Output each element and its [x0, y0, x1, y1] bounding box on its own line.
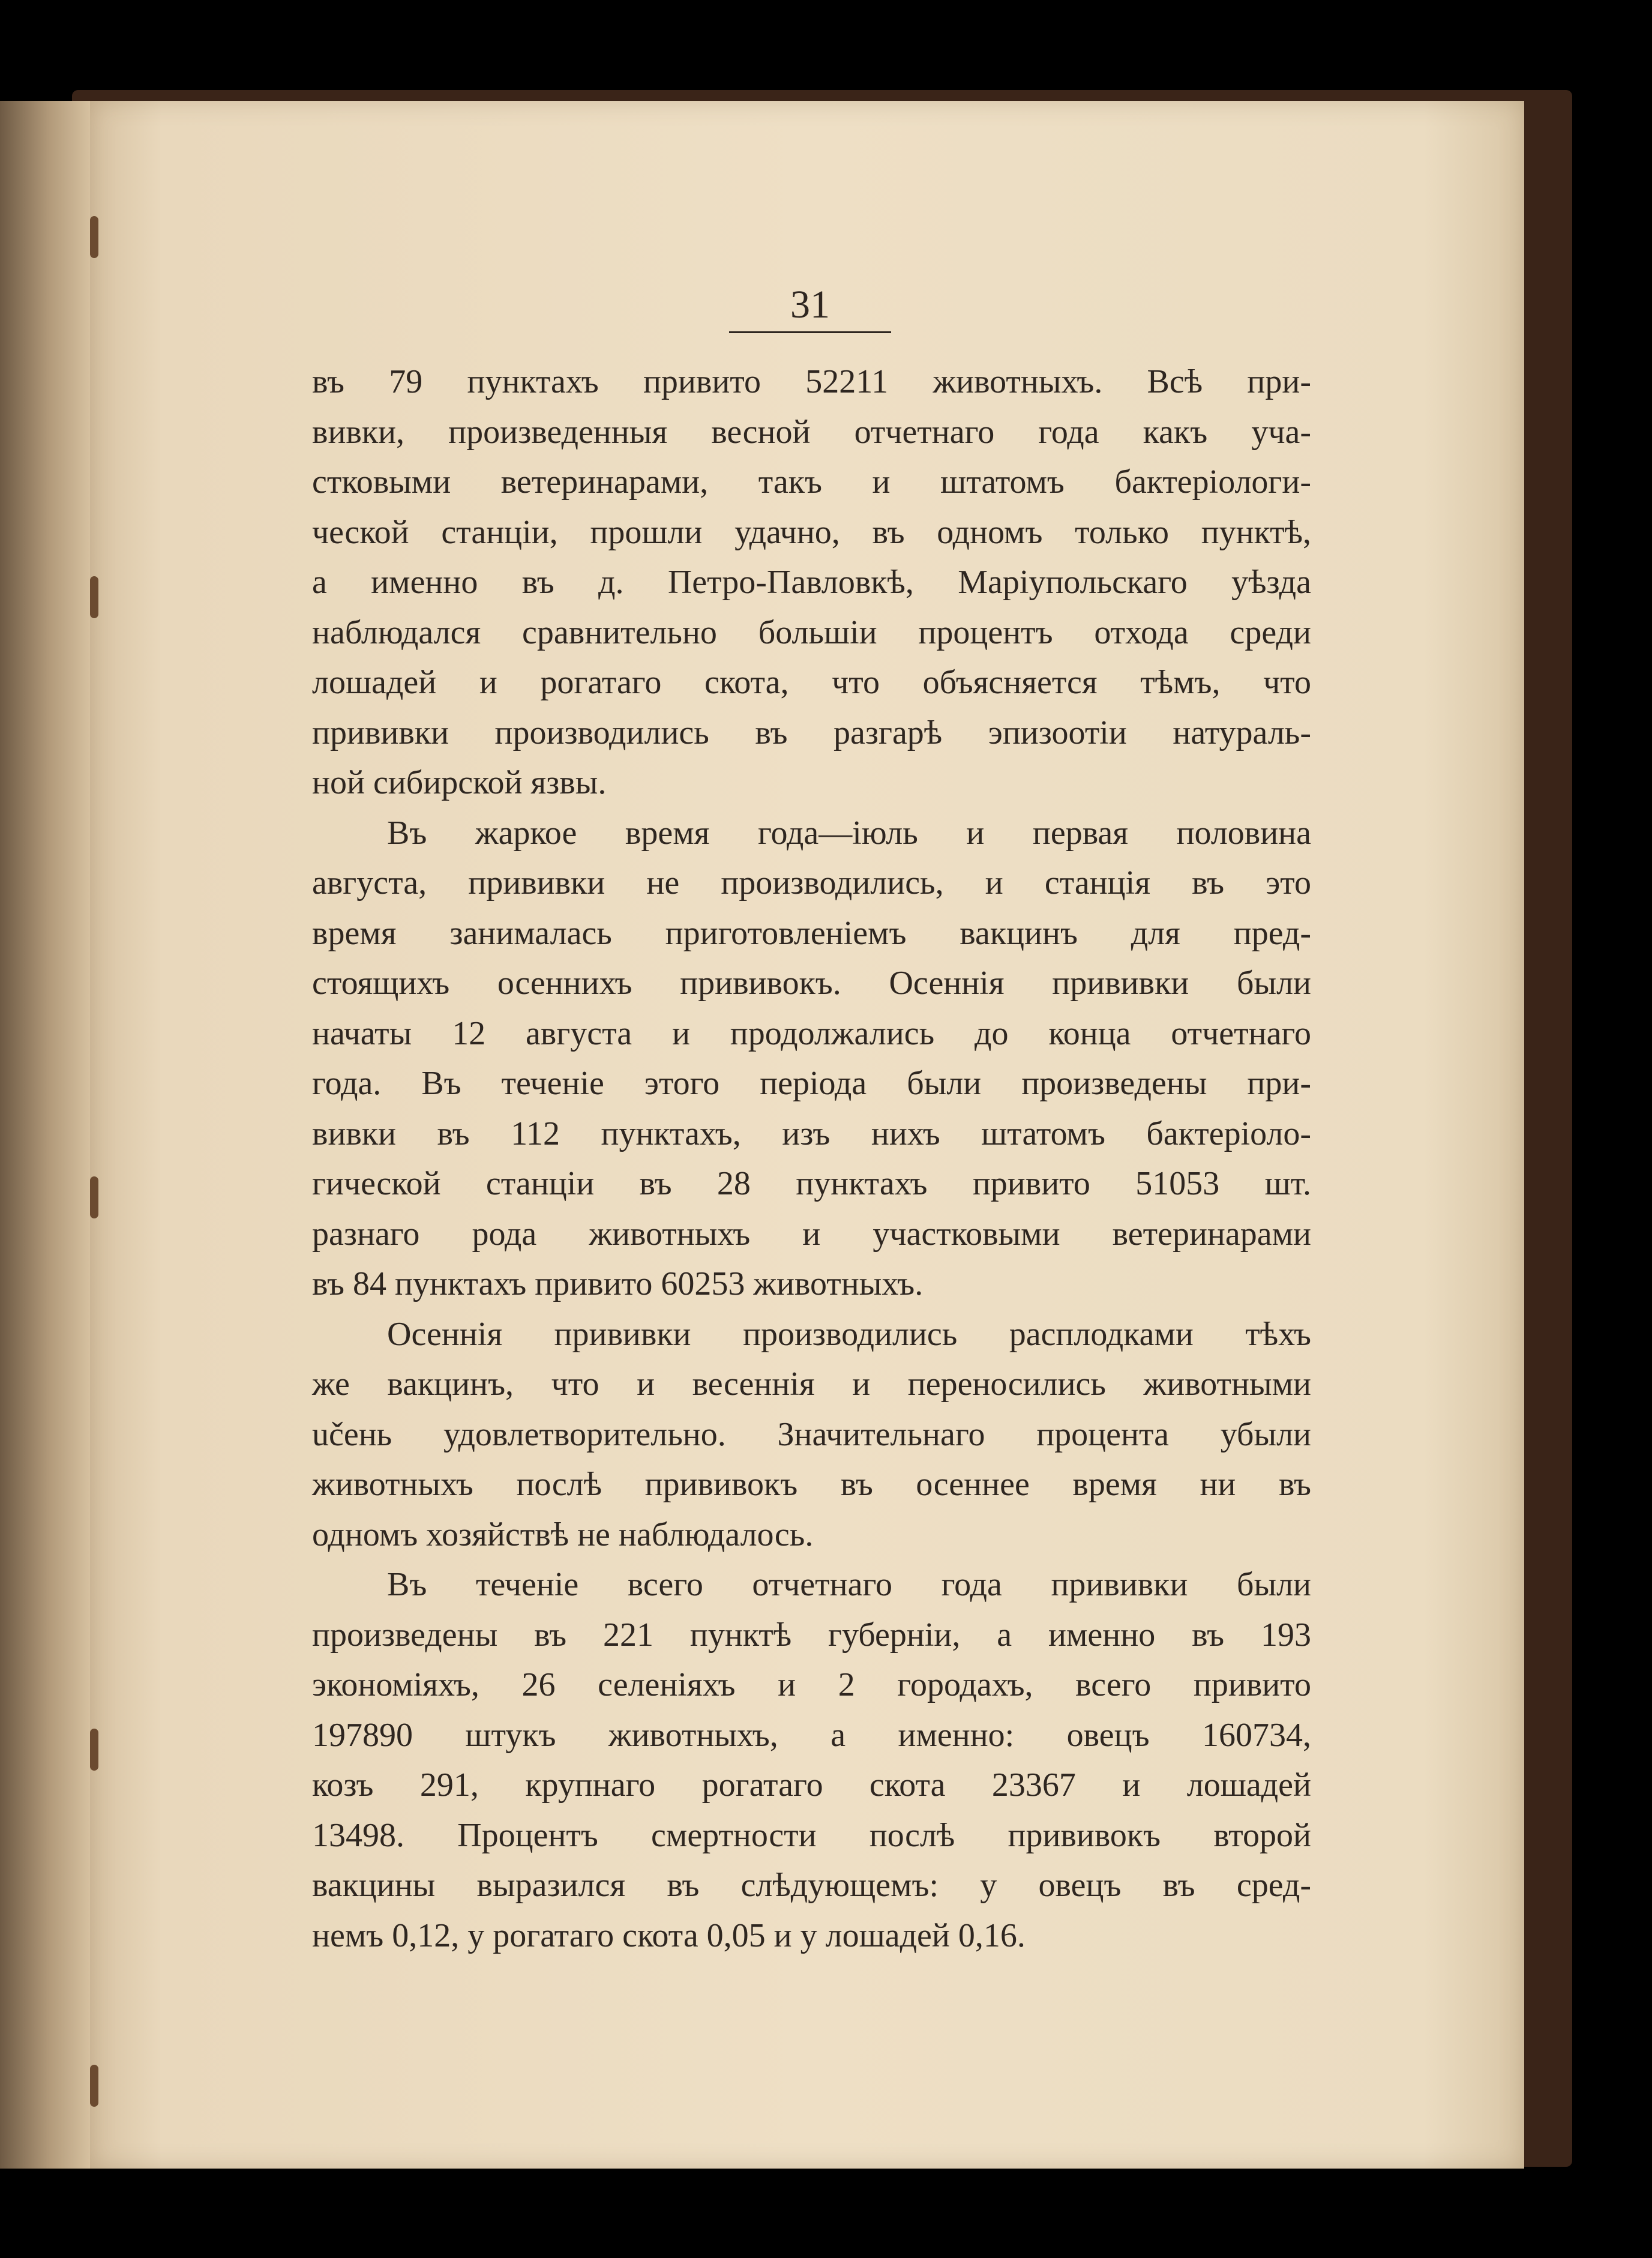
- text-line: козъ 291, крупнаго рогатаго скота 23367 и лошадей: [312, 1766, 1311, 1804]
- text-line: разнаго рода животныхъ и участковыми ветеринарами: [312, 1215, 1311, 1253]
- text-line: начаты 12 августа и продолжались до конца отчетнаго: [312, 1014, 1311, 1052]
- text-line: произведены въ 221 пунктѣ губерніи, а именно въ 193: [312, 1616, 1311, 1654]
- text-line: Въ жаркое время года—іюль и первая половина: [387, 814, 1311, 852]
- page-number: 31: [790, 283, 830, 327]
- binding-stitch: [90, 576, 98, 618]
- text-line: вивки въ 112 пунктахъ, изъ нихъ штатомъ бактеріоло-: [312, 1115, 1311, 1152]
- text-line: время занималась приготовленіемъ вакцинъ для пред-: [312, 914, 1311, 952]
- body-text: [312, 357, 1311, 1961]
- binding-stitch: [90, 1176, 98, 1218]
- text-line: августа, прививки не производились, и станція въ это: [312, 864, 1311, 902]
- text-line: въ 84 пунктахъ привито 60253 животныхъ.: [312, 1265, 924, 1302]
- text-line: Осеннія прививки производились расплодками тѣхъ: [387, 1315, 1311, 1353]
- text-line: стковыми ветеринарами, такъ и штатомъ бактеріологи-: [312, 463, 1311, 501]
- text-line: лошадей и рогатаго скота, что объясняется тѣмъ, что: [312, 664, 1311, 701]
- text-line: Въ теченіе всего отчетнаго года прививки были: [387, 1566, 1311, 1603]
- text-line: 13498. Процентъ смертности послѣ прививокъ второй: [312, 1816, 1311, 1854]
- text-line: экономіяхъ, 26 селеніяхъ и 2 городахъ, всего привито: [312, 1666, 1311, 1703]
- text-line: прививки производились въ разгарѣ эпизоотіи натураль-: [312, 714, 1311, 751]
- binding-stitch: [90, 1729, 98, 1771]
- text-line: вивки, произведенныя весной отчетнаго года какъ уча-: [312, 413, 1311, 451]
- binding-stitch: [90, 216, 98, 258]
- text-line: ческой станціи, прошли удачно, въ одномъ только пунктѣ,: [312, 513, 1311, 551]
- previous-page-edge: [0, 101, 90, 2169]
- text-line: наблюдался сравнительно большіи процентъ отхода среди: [312, 613, 1311, 651]
- text-line: года. Въ теченіе этого періода были произведены при-: [312, 1065, 1311, 1102]
- text-line: немъ 0,12, у рогатаго скота 0,05 и у лошадей 0,16.: [312, 1916, 1026, 1954]
- text-line: въ 79 пунктахъ привито 52211 животныхъ. Всѣ при-: [312, 363, 1311, 400]
- text-line: вакцины выразился въ слѣдующемъ: у овецъ въ сред-: [312, 1867, 1311, 1904]
- text-line: 197890 штукъ животныхъ, а именно: овецъ 160734,: [312, 1716, 1311, 1754]
- text-line: гической станціи въ 28 пунктахъ привито 51053 шт.: [312, 1165, 1311, 1202]
- text-line: а именно въ д. Петро-Павловкѣ, Маріупольскаго уѣзда: [312, 564, 1311, 601]
- text-line: učень удовлетворительно. Значительнаго процента убыли: [312, 1415, 1311, 1453]
- text-line: животныхъ послѣ прививокъ въ осеннее время ни въ: [312, 1466, 1311, 1503]
- page-number-rule: [729, 331, 891, 333]
- text-line: ной сибирской язвы.: [312, 764, 607, 801]
- text-line: же вакцинъ, что и весеннія и переносились животными: [312, 1365, 1311, 1403]
- text-line: одномъ хозяйствѣ не наблюдалось.: [312, 1516, 814, 1553]
- text-line: стоящихъ осеннихъ прививокъ. Осеннія прививки были: [312, 965, 1311, 1002]
- binding-stitch: [90, 2065, 98, 2107]
